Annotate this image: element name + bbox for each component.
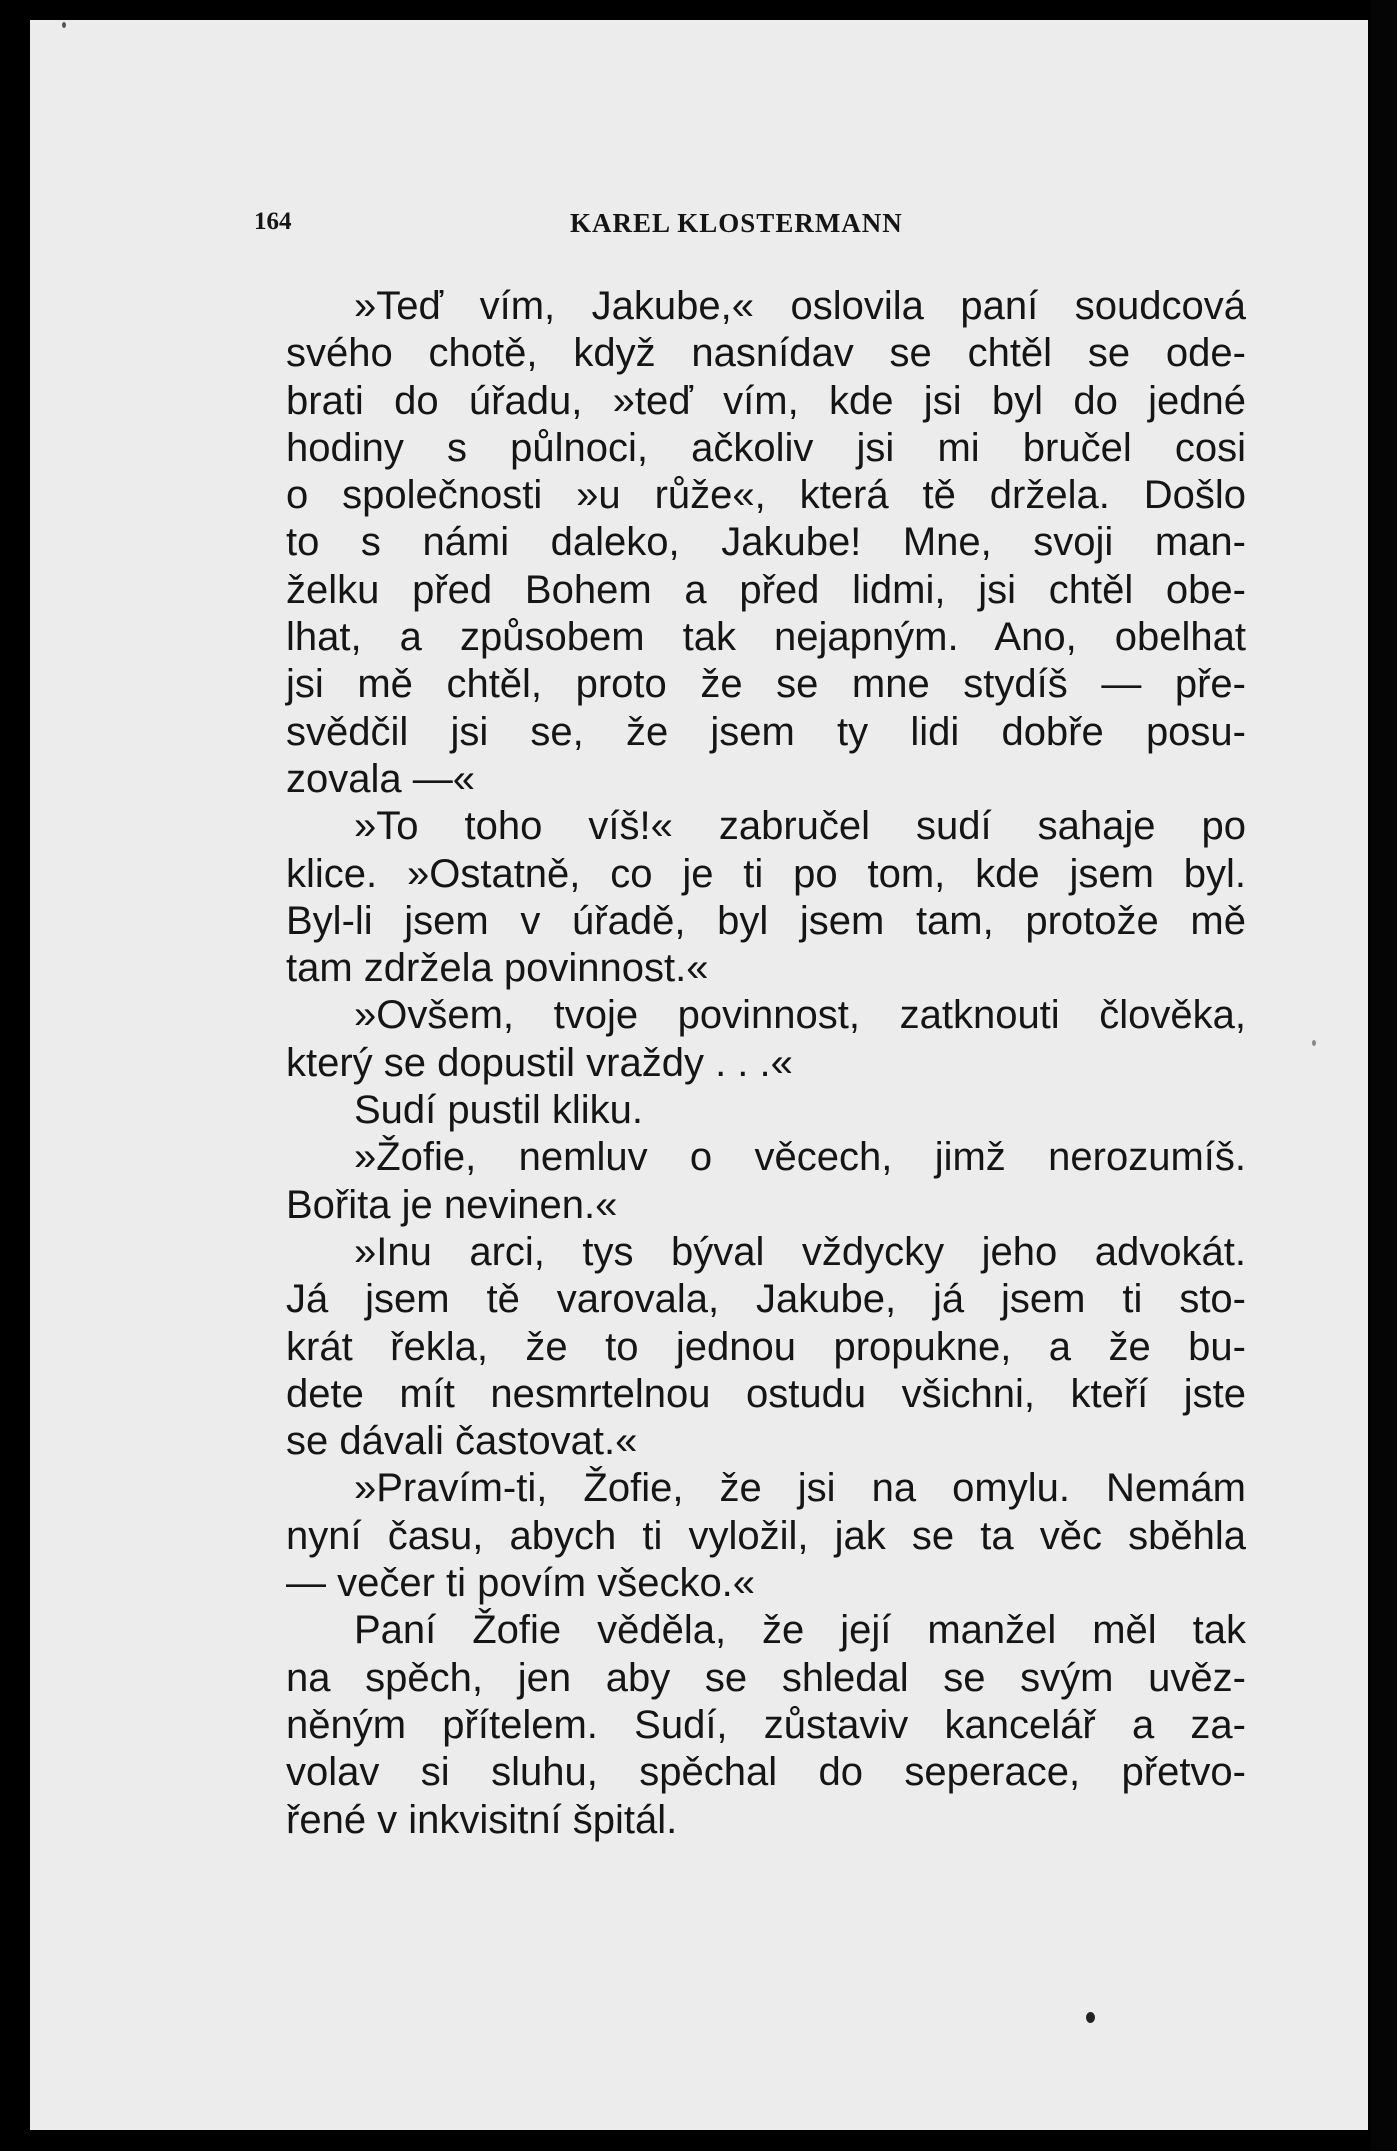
text-line: lhat, a způsobem tak nejapným. Ano, obelhat: [286, 615, 1246, 660]
text-line: se dávali častovat.«: [286, 1419, 638, 1464]
text-line: Bořita je nevinen.«: [286, 1182, 618, 1227]
text-line: nyní času, abych ti vyložil, jak se ta věc sběhla: [286, 1513, 1246, 1558]
text-line: krát řekla, že to jednou propukne, a že bu-: [286, 1324, 1246, 1369]
page-number: 164: [254, 208, 292, 235]
text-line: tam zdržela povinnost.«: [286, 946, 709, 991]
text-line: Byl-li jsem v úřadě, byl jsem tam, protože mě: [286, 898, 1246, 943]
text-line: o společnosti »u růže«, která tě držela. Došlo: [286, 473, 1246, 518]
text-line: želku před Bohem a před lidmi, jsi chtěl obe-: [286, 567, 1246, 612]
text-line: volav si sluhu, spěchal do seperace, přetvo-: [286, 1750, 1246, 1795]
text-line: Já jsem tě varovala, Jakube, já jsem ti sto-: [286, 1277, 1246, 1322]
running-head: KAREL KLOSTERMANN: [570, 208, 903, 238]
text-line: Sudí pustil kliku.: [354, 1088, 644, 1133]
text-line: brati do úřadu, »teď vím, kde jsi byl do jedné: [286, 378, 1246, 423]
text-line: zovala —«: [286, 756, 475, 801]
text-line: Paní Žofie věděla, že její manžel měl tak: [354, 1608, 1246, 1653]
text-line: něným přítelem. Sudí, zůstaviv kancelář a za-: [286, 1702, 1246, 1747]
text-line: »Teď vím, Jakube,« oslovila paní soudcová: [354, 284, 1246, 328]
dust-speck: [1086, 2012, 1095, 2023]
text-line: — večer ti povím všecko.«: [286, 1561, 756, 1606]
body-text: [286, 283, 1246, 1844]
dust-speck: [62, 22, 66, 28]
text-line: »To toho víš!« zabručel sudí sahaje po: [354, 804, 1246, 849]
text-line: který se dopustil vraždy . . .«: [286, 1040, 793, 1085]
text-line: dete mít nesmrtelnou ostudu všichni, kteří jste: [286, 1371, 1246, 1416]
text-line: hodiny s půlnoci, ačkoliv jsi mi bručel cosi: [286, 425, 1246, 470]
text-line: svědčil jsi se, že jsem ty lidi dobře posu-: [286, 709, 1246, 754]
text-line: jsi mě chtěl, proto že se mne stydíš — pře-: [286, 662, 1246, 707]
dust-speck: [1312, 1040, 1316, 1046]
text-line: to s námi daleko, Jakube! Mne, svoji man-: [286, 520, 1246, 565]
scan-border: [1371, 0, 1397, 2151]
text-line: svého chotě, když nasnídav se chtěl se ode-: [286, 331, 1246, 376]
text-line: řené v inkvisitní špitál.: [286, 1797, 678, 1842]
text-line: »Inu arci, tys býval vždycky jeho advokát.: [354, 1229, 1246, 1274]
text-line: »Žofie, nemluv o věcech, jimž nerozumíš.: [354, 1135, 1246, 1180]
page-header: [254, 208, 1231, 248]
text-line: »Pravím-ti, Žofie, že jsi na omylu. Nemám: [354, 1466, 1246, 1511]
text-line: na spěch, jen aby se shledal se svým uvěz-: [286, 1655, 1246, 1700]
text-line: »Ovšem, tvoje povinnost, zatknouti člověka,: [354, 993, 1246, 1038]
text-line: klice. »Ostatně, co je ti po tom, kde jsem byl.: [286, 851, 1246, 896]
